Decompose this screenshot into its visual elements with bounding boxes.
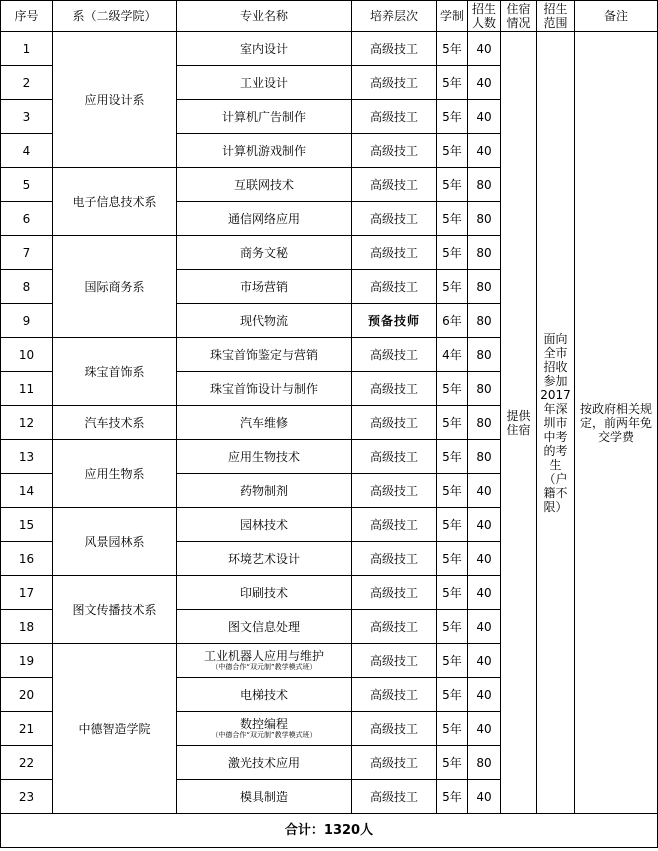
row-number: 10: [1, 338, 53, 372]
enrollment-quota: 80: [468, 372, 501, 406]
major-name: 现代物流: [239, 313, 288, 328]
enrollment-quota: 40: [468, 712, 501, 746]
major-name-cell: [177, 168, 352, 202]
study-years: 5年: [437, 780, 468, 814]
row-number: 23: [1, 780, 53, 814]
training-level: 高级技工: [352, 202, 437, 236]
enrollment-quota: 80: [468, 746, 501, 780]
study-years: 5年: [437, 100, 468, 134]
major-name-cell: [177, 32, 352, 66]
training-level: 高级技工: [352, 372, 437, 406]
major-name-cell: [177, 712, 352, 746]
study-years: 5年: [437, 168, 468, 202]
row-number: 13: [1, 440, 53, 474]
department-name: 国际商务系: [53, 236, 177, 338]
major-name-cell: [177, 270, 352, 304]
training-level: 高级技工: [352, 168, 437, 202]
major-name-cell: [177, 202, 352, 236]
header-no: 序号: [1, 1, 53, 32]
major-name-cell: [177, 372, 352, 406]
major-name-cell: [177, 746, 352, 780]
enrollment-quota: 80: [468, 440, 501, 474]
training-level: 高级技工: [352, 134, 437, 168]
enrollment-quota: 80: [468, 202, 501, 236]
training-level: 高级技工: [352, 100, 437, 134]
enrollment-quota: 40: [468, 32, 501, 66]
row-number: 21: [1, 712, 53, 746]
study-years: 5年: [437, 508, 468, 542]
training-level: 高级技工: [352, 746, 437, 780]
training-level: 高级技工: [352, 576, 437, 610]
major-name-cell: [177, 134, 352, 168]
enrollment-quota: 40: [468, 66, 501, 100]
department-name: 珠宝首饰系: [53, 338, 177, 406]
lodging-info: 提供住宿: [501, 32, 537, 814]
row-number: 7: [1, 236, 53, 270]
major-name-cell: [177, 100, 352, 134]
enrollment-scope: 面向全市招收参加2017年深圳市中考的考生（户籍不限）: [537, 32, 575, 814]
major-name-cell: [177, 66, 352, 100]
training-level: 高级技工: [352, 406, 437, 440]
study-years: 5年: [437, 576, 468, 610]
training-level: 高级技工: [352, 474, 437, 508]
major-name: 环境艺术设计: [227, 551, 300, 566]
row-number: 5: [1, 168, 53, 202]
training-level: 高级技工: [352, 508, 437, 542]
major-name: 珠宝首饰鉴定与营销: [209, 347, 318, 362]
department-name: 应用设计系: [53, 32, 177, 168]
major-name: 模具制造: [239, 789, 288, 804]
row-number: 18: [1, 610, 53, 644]
row-number: 19: [1, 644, 53, 678]
table-row: [1, 32, 658, 66]
major-name: 商务文秘: [239, 245, 288, 260]
enrollment-quota: 40: [468, 644, 501, 678]
row-number: 6: [1, 202, 53, 236]
row-number: 12: [1, 406, 53, 440]
training-level: 高级技工: [352, 780, 437, 814]
row-number: 16: [1, 542, 53, 576]
enrollment-quota: 80: [468, 304, 501, 338]
training-level: 高级技工: [352, 66, 437, 100]
major-name-cell: [177, 440, 352, 474]
training-level: 高级技工: [352, 270, 437, 304]
header-major: 专业名称: [177, 1, 352, 32]
study-years: 5年: [437, 746, 468, 780]
header-lodging: 住宿情况: [501, 1, 537, 32]
row-number: 2: [1, 66, 53, 100]
major-name-cell: [177, 406, 352, 440]
training-level: 预备技师: [352, 304, 437, 338]
major-name-cell: [177, 304, 352, 338]
major-name: 应用生物技术: [227, 449, 300, 464]
study-years: 5年: [437, 134, 468, 168]
major-name-cell: [177, 780, 352, 814]
enrollment-quota: 40: [468, 780, 501, 814]
study-years: 6年: [437, 304, 468, 338]
major-name: 园林技术: [239, 517, 288, 532]
enrollment-quota: 80: [468, 236, 501, 270]
enrollment-quota: 40: [468, 678, 501, 712]
major-name-cell: [177, 236, 352, 270]
department-name: 风景园林系: [53, 508, 177, 576]
major-name-cell: [177, 474, 352, 508]
total-row: [1, 814, 658, 848]
study-years: 5年: [437, 270, 468, 304]
row-number: 15: [1, 508, 53, 542]
department-name: 电子信息技术系: [53, 168, 177, 236]
header-scope: 招生范围: [537, 1, 575, 32]
department-name: 应用生物系: [53, 440, 177, 508]
major-name: 室内设计: [239, 41, 288, 56]
enrollment-quota: 40: [468, 610, 501, 644]
enrollment-quota: 80: [468, 168, 501, 202]
study-years: 5年: [437, 440, 468, 474]
study-years: 5年: [437, 610, 468, 644]
major-name: 互联网技术: [233, 177, 294, 192]
major-name: 汽车维修: [239, 415, 288, 430]
major-name: 药物制剂: [239, 483, 288, 498]
major-name-cell: [177, 644, 352, 678]
major-name: 工业设计: [239, 75, 288, 90]
study-years: 5年: [437, 406, 468, 440]
study-years: 5年: [437, 712, 468, 746]
major-name: 印刷技术: [239, 585, 288, 600]
enrollment-quota: 40: [468, 100, 501, 134]
training-level: 高级技工: [352, 542, 437, 576]
study-years: 5年: [437, 236, 468, 270]
major-name: 计算机游戏制作: [221, 143, 306, 158]
major-name: 电梯技术: [239, 687, 288, 702]
row-number: 9: [1, 304, 53, 338]
row-number: 20: [1, 678, 53, 712]
major-name: 珠宝首饰设计与制作: [209, 381, 318, 396]
remark-info: 按政府相关规定，前两年免交学费: [575, 32, 658, 814]
header-level: 培养层次: [352, 1, 437, 32]
total-count: 合计：1320人: [1, 814, 658, 848]
department-name: 汽车技术系: [53, 406, 177, 440]
row-number: 8: [1, 270, 53, 304]
study-years: 5年: [437, 474, 468, 508]
major-name: 计算机广告制作: [221, 109, 306, 124]
row-number: 22: [1, 746, 53, 780]
major-name: 数控编程: [239, 717, 288, 731]
row-number: 17: [1, 576, 53, 610]
row-number: 4: [1, 134, 53, 168]
header-row: [1, 1, 658, 32]
training-level: 高级技工: [352, 712, 437, 746]
study-years: 5年: [437, 644, 468, 678]
enrollment-quota: 80: [468, 270, 501, 304]
training-level: 高级技工: [352, 338, 437, 372]
study-years: 5年: [437, 542, 468, 576]
major-name-cell: [177, 338, 352, 372]
row-number: 14: [1, 474, 53, 508]
study-years: 5年: [437, 678, 468, 712]
study-years: 5年: [437, 66, 468, 100]
major-name: 工业机器人应用与维护: [203, 649, 324, 663]
header-quota: 招生人数: [468, 1, 501, 32]
major-name: 激光技术应用: [227, 755, 300, 770]
department-name: 中德智造学院: [53, 644, 177, 814]
training-level: 高级技工: [352, 440, 437, 474]
row-number: 11: [1, 372, 53, 406]
row-number: 3: [1, 100, 53, 134]
major-name-cell: [177, 678, 352, 712]
enrollment-quota: 80: [468, 406, 501, 440]
header-remark: 备注: [575, 1, 658, 32]
row-number: 1: [1, 32, 53, 66]
study-years: 5年: [437, 372, 468, 406]
major-note: （中德合作“双元制”教学模式班）: [211, 663, 317, 671]
training-level: 高级技工: [352, 32, 437, 66]
study-years: 4年: [437, 338, 468, 372]
training-level: 高级技工: [352, 678, 437, 712]
enrollment-quota: 40: [468, 576, 501, 610]
enrollment-quota: 40: [468, 542, 501, 576]
header-dept: 系（二级学院）: [53, 1, 177, 32]
enrollment-quota: 40: [468, 134, 501, 168]
training-level: 高级技工: [352, 610, 437, 644]
major-name: 图文信息处理: [227, 619, 300, 634]
major-name-cell: [177, 508, 352, 542]
enrollment-quota: 40: [468, 474, 501, 508]
training-level: 高级技工: [352, 236, 437, 270]
major-name-cell: [177, 542, 352, 576]
enrollment-quota: 40: [468, 508, 501, 542]
major-name: 市场营销: [239, 279, 288, 294]
major-name: 通信网络应用: [227, 211, 300, 226]
major-name-cell: [177, 576, 352, 610]
major-name-cell: [177, 610, 352, 644]
header-years: 学制: [437, 1, 468, 32]
table-body: [1, 1, 658, 848]
department-name: 图文传播技术系: [53, 576, 177, 644]
enrollment-quota: 80: [468, 338, 501, 372]
study-years: 5年: [437, 32, 468, 66]
study-years: 5年: [437, 202, 468, 236]
major-note: （中德合作“双元制”教学模式班）: [211, 731, 317, 739]
training-level: 高级技工: [352, 644, 437, 678]
